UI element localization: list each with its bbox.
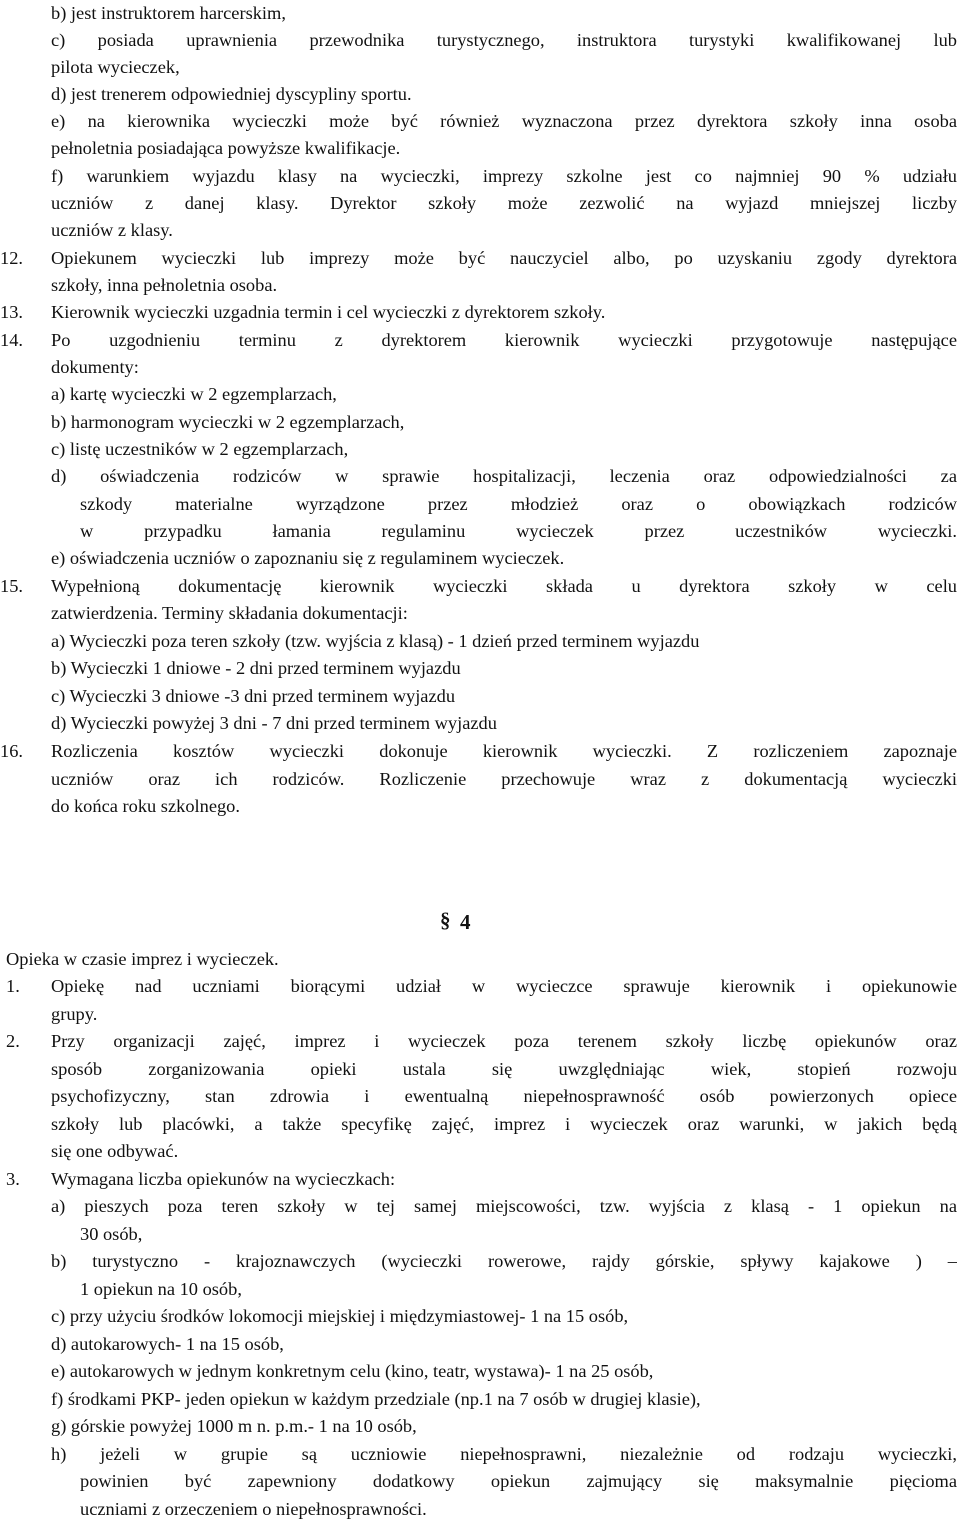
list-item-f-line2: uczniów z danej klasy. Dyrektor szkoły może zezwolić na wyjazd mniejszej liczby	[51, 193, 957, 213]
section-intro: Opieka w czasie imprez i wycieczek.	[6, 949, 279, 969]
list-item-3e: e) autokarowych w jednym konkretnym celu (kino, teatr, wystawa)- 1 na 25 osób,	[51, 1361, 654, 1381]
paragraph-1-line2: grupy.	[51, 1004, 98, 1024]
paragraph-2-line5: się one odbywać.	[51, 1141, 179, 1161]
section-symbol: §	[440, 908, 451, 932]
paragraph-number-3: 3.	[6, 1169, 20, 1189]
paragraph-number-2: 2.	[6, 1031, 20, 1051]
list-item-c-line2: pilota wycieczek,	[51, 57, 180, 77]
list-item-15d: d) Wycieczki powyżej 3 dni - 7 dni przed terminem wyjazdu	[51, 713, 497, 733]
paragraph-2-line2: sposób zorganizowania opieki ustala się uwzględniając wiek, stopień rozwoju	[51, 1059, 957, 1079]
paragraph-1-line1: Opiekę nad uczniami biorącymi udział w wycieczce sprawuje kierownik i opiekunowie	[51, 976, 957, 996]
list-item-c-line1: c) posiada uprawnienia przewodnika turystycznego, instruktora turystyki kwalifikowanej lub	[51, 30, 957, 50]
list-item-f-line3: uczniów z klasy.	[51, 220, 173, 240]
paragraph-2-line4: szkoły lub placówki, a także specyfikę zajęć, imprez i wycieczek oraz warunki, w jakich będą	[51, 1114, 957, 1134]
list-item-14c: c) listę uczestników w 2 egzemplarzach,	[51, 439, 349, 459]
list-item-3h-line1: h) jeżeli w grupie są uczniowie niepełnosprawni, niezależnie od rodzaju wycieczki,	[51, 1444, 957, 1464]
paragraph-number-13: 13.	[0, 302, 23, 322]
paragraph-15-line1: Wypełnioną dokumentację kierownik wycieczki składa u dyrektora szkoły w celu	[51, 576, 957, 596]
list-item-e-line2: pełnoletnia posiadająca powyższe kwalifikacje.	[51, 138, 401, 158]
list-item-3c: c) przy użyciu środków lokomocji miejskiej i międzymiastowej- 1 na 15 osób,	[51, 1306, 629, 1326]
list-item-14d-line3: w przypadku łamania regulaminu wycieczek przez uczestników wycieczki.	[80, 521, 957, 541]
list-item-14d-line1: d) oświadczenia rodziców w sprawie hospitalizacji, leczenia oraz odpowiedzialności za	[51, 466, 957, 486]
list-item-15c: c) Wycieczki 3 dniowe -3 dni przed terminem wyjazdu	[51, 686, 456, 706]
paragraph-number-14: 14.	[0, 330, 23, 350]
list-item-3d: d) autokarowych- 1 na 15 osób,	[51, 1334, 284, 1354]
paragraph-14-line2: dokumenty:	[51, 357, 139, 377]
list-item-3a-line1: a) pieszych poza teren szkoły w tej samej miejscowości, tzw. wyjścia z klasą - 1 opiekun na	[51, 1196, 957, 1216]
paragraph-16-line3: do końca roku szkolnego.	[51, 796, 240, 816]
list-item-3b-line2: 1 opiekun na 10 osób,	[80, 1279, 242, 1299]
list-item-14d-line2: szkody materialne wyrządzone przez młodzież oraz o obowiązkach rodziców	[80, 494, 957, 514]
list-item-d: d) jest trenerem odpowiedniej dyscypliny sportu.	[51, 84, 412, 104]
list-item-3g: g) górskie powyżej 1000 m n. p.m.- 1 na 10 osób,	[51, 1416, 417, 1436]
paragraph-16-line2: uczniów oraz ich rodziców. Rozliczenie przechowuje wraz z dokumentacją wycieczki	[51, 769, 957, 789]
list-item-14b: b) harmonogram wycieczki w 2 egzemplarzach,	[51, 412, 405, 432]
list-item-3f: f) środkami PKP- jeden opiekun w każdym przedziale (np.1 na 7 osób w drugiej klasie),	[51, 1389, 701, 1409]
list-item-f-line1: f) warunkiem wyjazdu klasy na wycieczki, imprezy szkolne jest co najmniej 90 % udziału	[51, 166, 957, 186]
list-item-14e: e) oświadczenia uczniów o zapoznaniu się z regulaminem wycieczek.	[51, 548, 565, 568]
paragraph-13-line1: Kierownik wycieczki uzgadnia termin i cel wycieczki z dyrektorem szkoły.	[51, 302, 606, 322]
section-heading: 4	[460, 910, 471, 934]
paragraph-2-line1: Przy organizacji zajęć, imprez i wycieczek poza terenem szkoły liczbę opiekunów oraz	[51, 1031, 957, 1051]
paragraph-number-16: 16.	[0, 741, 23, 761]
paragraph-12-line2: szkoły, inna pełnoletnia osoba.	[51, 275, 278, 295]
list-item-15a: a) Wycieczki poza teren szkoły (tzw. wyjścia z klasą) - 1 dzień przed terminem wyjazdu	[51, 631, 700, 651]
paragraph-12-line1: Opiekunem wycieczki lub imprezy może być nauczyciel albo, po uzyskaniu zgody dyrektora	[51, 248, 957, 268]
list-item-3a-line2: 30 osób,	[80, 1224, 143, 1244]
list-item-3h-line3: uczniami z orzeczeniem o niepełnosprawności.	[80, 1499, 427, 1519]
paragraph-16-line1: Rozliczenia kosztów wycieczki dokonuje kierownik wycieczki. Z rozliczeniem zapoznaje	[51, 741, 957, 761]
paragraph-2-line3: psychofizyczny, stan zdrowia i ewentualną niepełnosprawność osób powierzonych opiece	[51, 1086, 957, 1106]
list-item-14a: a) kartę wycieczki w 2 egzemplarzach,	[51, 384, 337, 404]
list-item-3h-line2: powinien być zapewniony dodatkowy opiekun zajmujący się maksymalnie pięcioma	[80, 1471, 957, 1491]
list-item-15b: b) Wycieczki 1 dniowe - 2 dni przed terminem wyjazdu	[51, 658, 461, 678]
paragraph-number-15: 15.	[0, 576, 23, 596]
paragraph-14-line1: Po uzgodnieniu terminu z dyrektorem kierownik wycieczki przygotowuje następujące	[51, 330, 957, 350]
list-item-3b-line1: b) turystyczno - krajoznawczych (wycieczki rowerowe, rajdy górskie, spływy kajakowe ) –	[51, 1251, 957, 1271]
list-item-e-line1: e) na kierownika wycieczki może być również wyznaczona przez dyrektora szkoły inna osoba	[51, 111, 957, 131]
paragraph-15-line2: zatwierdzenia. Terminy składania dokumentacji:	[51, 603, 408, 623]
list-item-b: b) jest instruktorem harcerskim,	[51, 3, 286, 23]
paragraph-3-line1: Wymagana liczba opiekunów na wycieczkach:	[51, 1169, 396, 1189]
paragraph-number-12: 12.	[0, 248, 23, 268]
paragraph-number-1: 1.	[6, 976, 20, 996]
